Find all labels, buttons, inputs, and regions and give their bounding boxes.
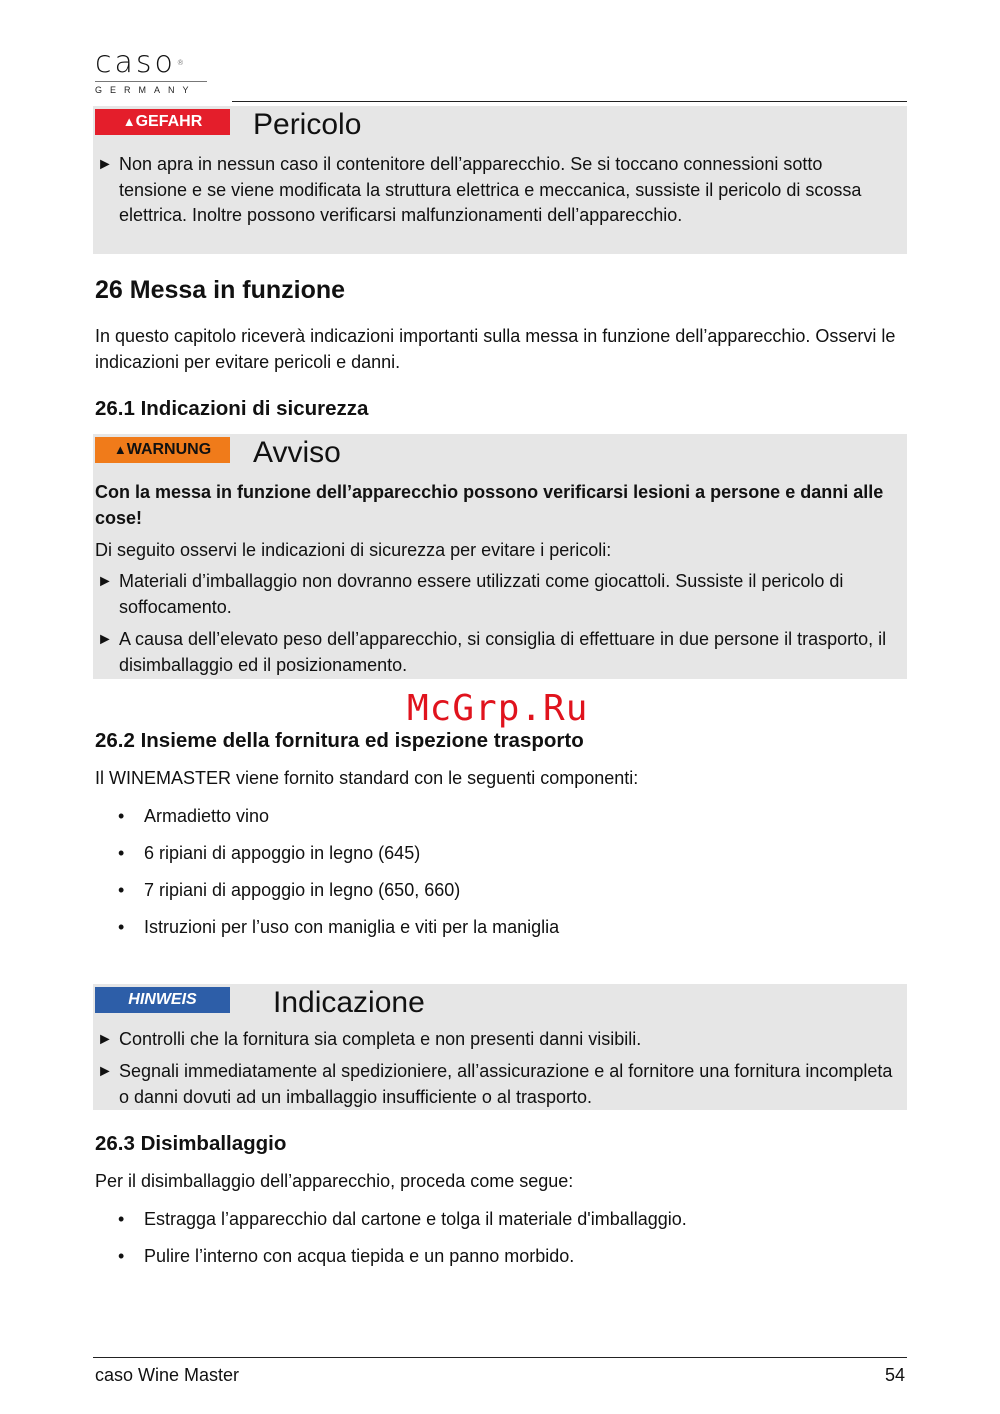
footer-rule	[93, 1357, 907, 1358]
note-item: ► Segnali immediatamente al spedizioniere, all’assicurazione e al fornitore una fornitura incompleta o danni dovuti ad un imballaggio insufficiente o al trasporto.	[97, 1061, 893, 1107]
danger-badge: ▲GEFAHR	[95, 109, 230, 135]
list-item: • Pulire l’interno con acqua tiepida e un panno morbido.	[118, 1246, 575, 1266]
subsection-heading: 26.2 Insieme della fornitura ed ispezione trasporto	[95, 729, 584, 752]
bullet-icon: •	[118, 880, 125, 900]
danger-title: Pericolo	[253, 108, 362, 141]
section-heading: 26 Messa in funzione	[95, 276, 346, 304]
warning-title: Avviso	[253, 436, 341, 469]
section-intro: Il WINEMASTER viene fornito standard con le seguenti componenti:	[95, 768, 639, 788]
triangle-right-icon: ►	[97, 156, 113, 173]
bullet-icon: •	[118, 1246, 125, 1266]
header-rule	[232, 101, 907, 102]
danger-box	[93, 106, 907, 254]
warning-triangle-icon: ▲	[122, 114, 136, 129]
note-title: Indicazione	[273, 986, 425, 1019]
logo-rule	[95, 81, 207, 82]
page-number: 54	[884, 1365, 905, 1385]
subsection-heading: 26.3 Disimballaggio	[95, 1132, 287, 1155]
bullet-icon: •	[118, 806, 125, 826]
note-box	[93, 984, 907, 1110]
warning-triangle-icon: ▲	[113, 442, 127, 457]
logo-wordmark: caso	[95, 45, 176, 80]
danger-item: ► Non apra in nessun caso il contenitore dell’apparecchio. Se si toccano connessioni sotto tensione e se viene modificata la struttura elettrica e meccanica, sussiste il pericolo di scossa elettrica. Inoltre possono verificarsi malfunzionamenti dell’apparecchio.	[97, 154, 862, 225]
triangle-right-icon: ►	[97, 1063, 113, 1080]
warning-badge: ▲WARNUNG	[95, 437, 230, 463]
warning-box	[93, 434, 907, 679]
footer-title: caso Wine Master	[95, 1365, 240, 1385]
watermark: McGrp.Ru	[407, 688, 589, 729]
triangle-right-icon: ►	[97, 1031, 113, 1048]
warning-text: Di seguito osservi le indicazioni di sicurezza per evitare i pericoli:	[95, 540, 612, 560]
triangle-right-icon: ►	[97, 631, 113, 648]
logo-subtitle: GERMANY	[95, 85, 197, 95]
note-badge: HINWEIS	[95, 987, 230, 1013]
logo-registered-mark: ®	[176, 59, 187, 67]
subsection-heading: 26.1 Indicazioni di sicurezza	[95, 397, 369, 420]
warning-bold-text: Con la messa in funzione dell’apparecchio possono verificarsi lesioni a persone e danni alle cose!	[95, 482, 884, 528]
list-item: • Estragga l’apparecchio dal cartone e tolga il materiale d'imballaggio.	[118, 1209, 687, 1229]
section-intro: In questo capitolo riceverà indicazioni importanti sulla messa in funzione dell’apparecchio. Osservi le indicazioni per evitare pericoli e danni.	[95, 326, 896, 372]
list-item: • 7 ripiani di appoggio in legno (650, 660)	[118, 880, 461, 900]
bullet-icon: •	[118, 1209, 125, 1229]
triangle-right-icon: ►	[97, 573, 113, 590]
bullet-icon: •	[118, 843, 125, 863]
list-item: • Armadietto vino	[118, 806, 270, 826]
warning-item: ► Materiali d’imballaggio non dovranno essere utilizzati come giocattoli. Sussiste il pericolo di soffocamento.	[97, 571, 844, 617]
brand-logo	[95, 45, 210, 95]
warning-item: ► A causa dell’elevato peso dell’apparecchio, si consiglia di effettuare in due persone il trasporto, il disimballaggio ed il posizionamento.	[97, 629, 887, 675]
list-item: • 6 ripiani di appoggio in legno (645)	[118, 843, 421, 863]
list-item: • Istruzioni per l’uso con maniglia e viti per la maniglia	[118, 917, 560, 937]
note-item: ► Controlli che la fornitura sia completa e non presenti danni visibili.	[95, 1027, 895, 1053]
bullet-icon: •	[118, 917, 125, 937]
section-intro: Per il disimballaggio dell’apparecchio, proceda come segue:	[95, 1171, 574, 1191]
